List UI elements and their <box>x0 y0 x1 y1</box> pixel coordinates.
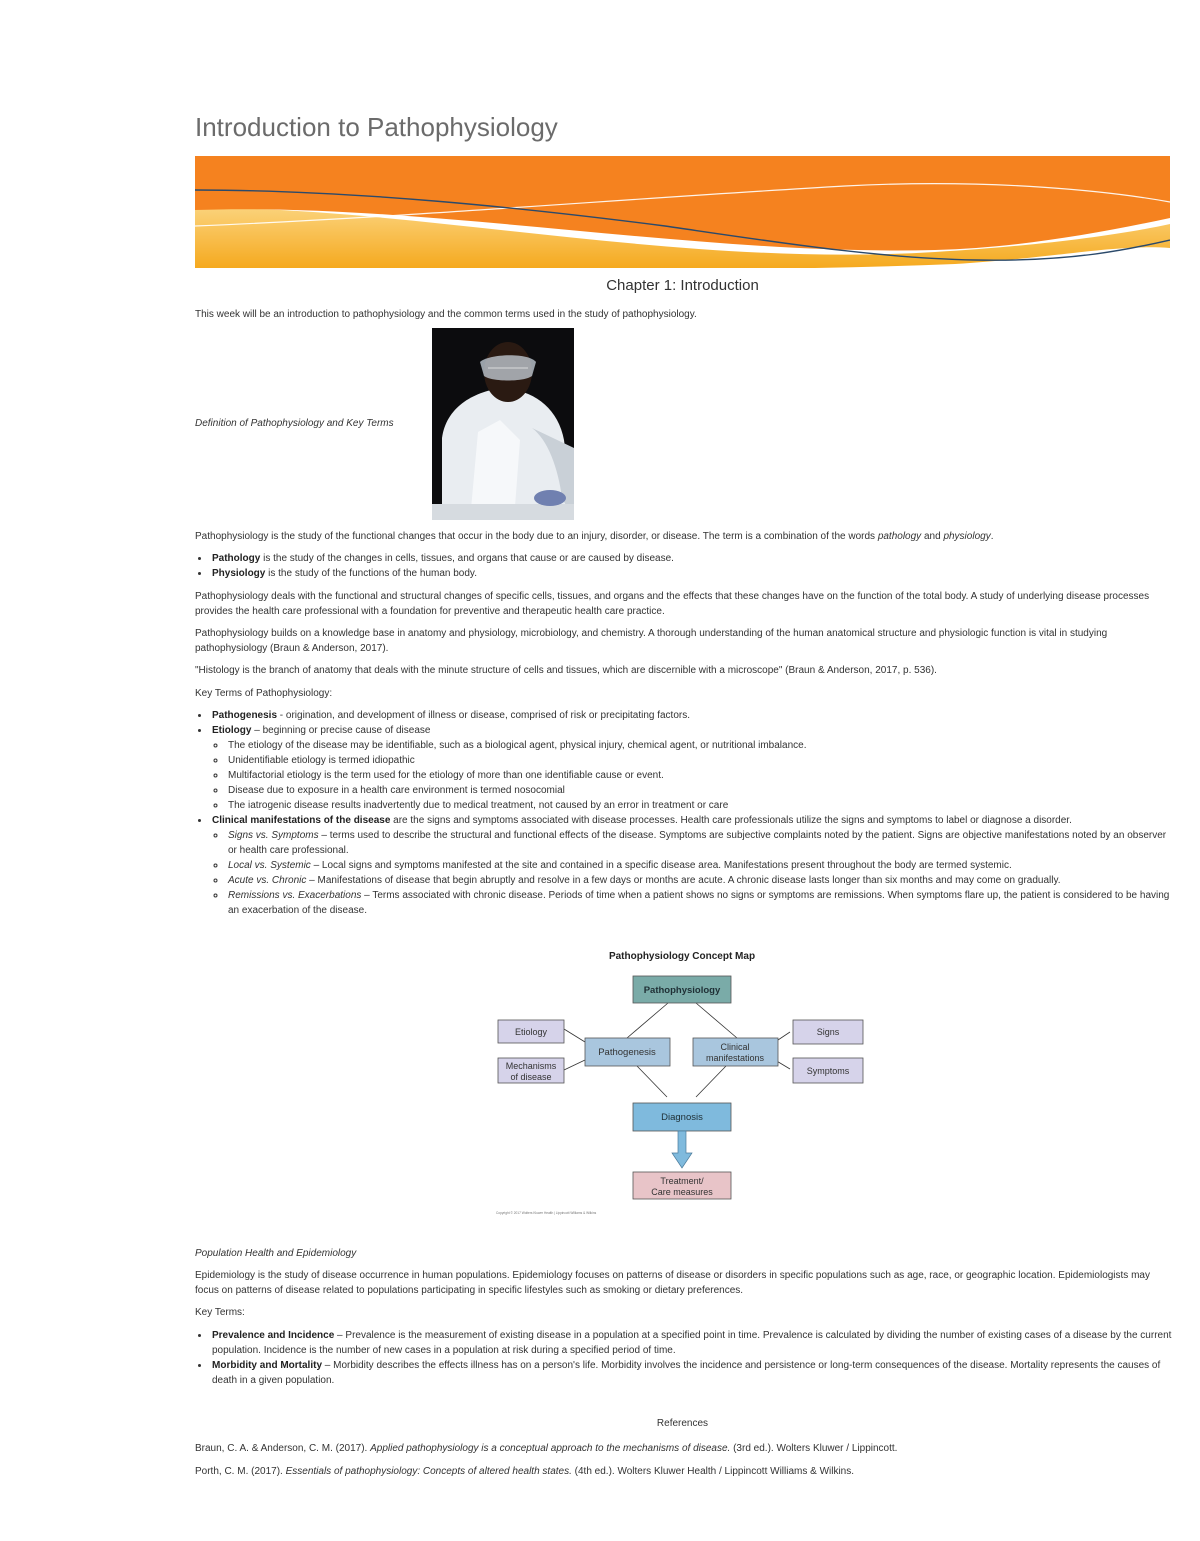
clinical-sublist <box>212 828 1172 918</box>
svg-text:Pathophysiology: Pathophysiology <box>643 985 721 996</box>
list-item: • Physiology is the study of the functions of the human body. <box>210 566 1172 581</box>
list-item: • Morbidity and Mortality – Morbidity describes the effects illness has on a person's life. Morbidity involves the incidence and persistence or long-term consequences of the disease. Mortality represents the causes of death in a given population. <box>210 1358 1172 1388</box>
histology-quote: "Histology is the branch of anatomy that deals with the minute structure of cells and tissues, which are discernible with a microscope" (Braun & Anderson, 2017, p. 536). <box>195 665 937 676</box>
list-item: ◦ Remissions vs. Exacerbations – Terms associated with chronic disease. Periods of time when a patient shows no signs or symptoms are remissions. When symptoms flare up, the patient is considered to be having an exacerbation of the disease. <box>226 888 1172 918</box>
node-signs <box>793 1020 863 1044</box>
key-terms-label: Key Terms: <box>195 1307 245 1318</box>
node-pathophysiology <box>633 976 731 1003</box>
node-clinical-manifestations <box>693 1038 778 1066</box>
arrow-down-icon <box>672 1131 692 1168</box>
copyright-text: Copyright © 2017 Wolters Kluwer Health | Lippincott Williams & Wilkins <box>496 1211 597 1215</box>
etiology-sublist <box>212 738 1172 813</box>
svg-text:Diagnosis: Diagnosis <box>661 1112 703 1123</box>
svg-text:Treatment/: Treatment/ <box>660 1176 704 1186</box>
reference-braun: Braun, C. A. & Anderson, C. M. (2017). Applied pathophysiology is a conceptual approach to the mechanisms of disease. (3rd ed.). Wolters Kluwer / Lippincott. <box>195 1443 898 1454</box>
key-terms-label: Key Terms of Pathophysiology: <box>195 688 333 699</box>
svg-text:Clinical: Clinical <box>720 1042 750 1052</box>
list-item: ◦ Unidentifiable etiology is termed idiopathic <box>226 753 1172 768</box>
node-diagnosis <box>633 1103 731 1131</box>
node-symptoms <box>793 1058 863 1083</box>
svg-text:Signs: Signs <box>816 1027 840 1037</box>
reference-porth: Porth, C. M. (2017). Essentials of pathophysiology: Concepts of altered health states. (4th ed.). Wolters Kluwer Health / Lippincott Williams & Wilkins. <box>195 1466 855 1477</box>
svg-text:Care measures: Care measures <box>651 1187 713 1197</box>
key-terms-list <box>195 708 1172 918</box>
scientist-photo <box>432 328 574 520</box>
list-item: • Clinical manifestations of the disease are the signs and symptoms associated with disease processes. Health care professionals utilize the signs and symptoms to label or diagnose a disorder. ◦ Signs vs. Symptoms – terms used to describe the structural and functional effects of the disease. Symptoms are subjective complaints noted by the patient. Signs are objective manifestations noted by an observer or health care professional. ◦ Local vs. Systemic – Local signs and symptoms manifested at the site and contained in a specific disease area. Manifestations present throughout the body are termed systemic. ◦ Acute vs. Chronic – Manifestations of disease that begin abruptly and resolve in a few days or months are acute. A chronic disease lasts longer than six months and may come on gradually. ◦ Remissions vs. Exacerbations – Terms associated with chronic disease. Periods of time when a patient shows no signs or symptoms are remissions. When symptoms flare up, the patient is considered to be having an exacerbation of the disease. <box>210 813 1172 918</box>
concept-map <box>493 946 873 1218</box>
concept-map-title: Pathophysiology Concept Map <box>608 951 756 962</box>
header-banner <box>195 156 1170 268</box>
svg-text:manifestations: manifestations <box>705 1053 765 1063</box>
page-title: Introduction to Pathophysiology <box>195 112 558 142</box>
definition-paragraph: Pathophysiology is the study of the functional changes that occur in the body due to an injury, disorder, or disease. The term is a combination of the words pathology and physiology. <box>195 531 994 542</box>
paragraph: Pathophysiology builds on a knowledge base in anatomy and physiology, microbiology, and chemistry. A thorough understanding of the human anatomical structure and physiologic function is vital in studying pathophysiology (Braun & Anderson, 2017). <box>195 628 1108 654</box>
list-item: ◦ The etiology of the disease may be identifiable, such as a biological agent, physical injury, chemical agent, or nutritional imbalance. <box>226 738 1172 753</box>
list-item: • Prevalence and Incidence – Prevalence is the measurement of existing disease in a population at a specified point in time. Prevalence is calculated by dividing the number of existing cases of a disease by the current population. Incidence is the number of new cases in a population at risk during a specified period of time. <box>210 1328 1172 1358</box>
list-item: ◦ Local vs. Systemic – Local signs and symptoms manifested at the site and contained in a specific disease area. Manifestations present throughout the body are termed systemic. <box>226 858 1172 873</box>
svg-text:of disease: of disease <box>510 1072 552 1082</box>
list-item: ◦ Signs vs. Symptoms – terms used to describe the structural and functional effects of the disease. Symptoms are subjective complaints noted by the patient. Signs are objective manifestations noted by an observer or health care professional. <box>226 828 1172 858</box>
svg-text:Pathogenesis: Pathogenesis <box>598 1047 656 1058</box>
definition-list <box>195 551 1172 581</box>
list-item: • Pathology is the study of the changes in cells, tissues, and organs that cause or are caused by disease. <box>210 551 1172 566</box>
node-treatment <box>633 1172 731 1199</box>
svg-text:Symptoms: Symptoms <box>806 1066 850 1076</box>
section-heading-definition: Definition of Pathophysiology and Key Terms <box>195 418 394 429</box>
list-item: ◦ The iatrogenic disease results inadvertently due to medical treatment, not caused by an error in treatment or care <box>226 798 1172 813</box>
node-mechanisms <box>498 1058 564 1083</box>
list-item: • Etiology – beginning or precise cause of disease ◦ The etiology of the disease may be identifiable, such as a biological agent, physical injury, chemical agent, or nutritional imbalance. ◦ Unidentifiable etiology is termed idiopathic ◦ Multifactorial etiology is the term used for the etiology of more than one identifiable cause or event. ◦ Disease due to exposure in a health care environment is termed nosocomial ◦ The iatrogenic disease results inadvertently due to medical treatment, not caused by an error in treatment or care <box>210 723 1172 813</box>
list-item: ◦ Multifactorial etiology is the term used for the etiology of more than one identifiable cause or event. <box>226 768 1172 783</box>
epidemiology-paragraph: Epidemiology is the study of disease occurrence in human populations. Epidemiology focuses on patterns of disease or disorders in specific populations such as age, race, or geographic location. Epidemiologists may focus on patterns of disease related to populations participating in specific lifestyles such as smoking or dietary preferences. <box>195 1270 1150 1296</box>
svg-text:Etiology: Etiology <box>514 1027 548 1037</box>
references-heading: References <box>656 1418 709 1429</box>
node-etiology <box>498 1020 564 1043</box>
list-item: ◦ Acute vs. Chronic – Manifestations of disease that begin abruptly and resolve in a few days or months are acute. A chronic disease lasts longer than six months and may come on gradually. <box>226 873 1172 888</box>
node-pathogenesis <box>585 1038 670 1066</box>
intro-paragraph: This week will be an introduction to pathophysiology and the common terms used in the study of pathophysiology. <box>195 309 697 320</box>
chapter-title: Chapter 1: Introduction <box>606 277 759 294</box>
list-item: • Pathogenesis - origination, and development of illness or disease, comprised of risk or precipitating factors. <box>210 708 1172 723</box>
paragraph: Pathophysiology deals with the functional and structural changes of specific cells, tissues, and organs and the effects that these changes have on the function of the total body. A study of underlying disease processes provides the health care professional with a foundation for preventive and therapeutic health care practice. <box>195 591 1150 617</box>
list-item: ◦ Disease due to exposure in a health care environment is termed nosocomial <box>226 783 1172 798</box>
svg-text:Mechanisms: Mechanisms <box>505 1061 557 1071</box>
population-key-terms-list <box>195 1328 1172 1388</box>
section-heading-population: Population Health and Epidemiology <box>195 1248 357 1259</box>
